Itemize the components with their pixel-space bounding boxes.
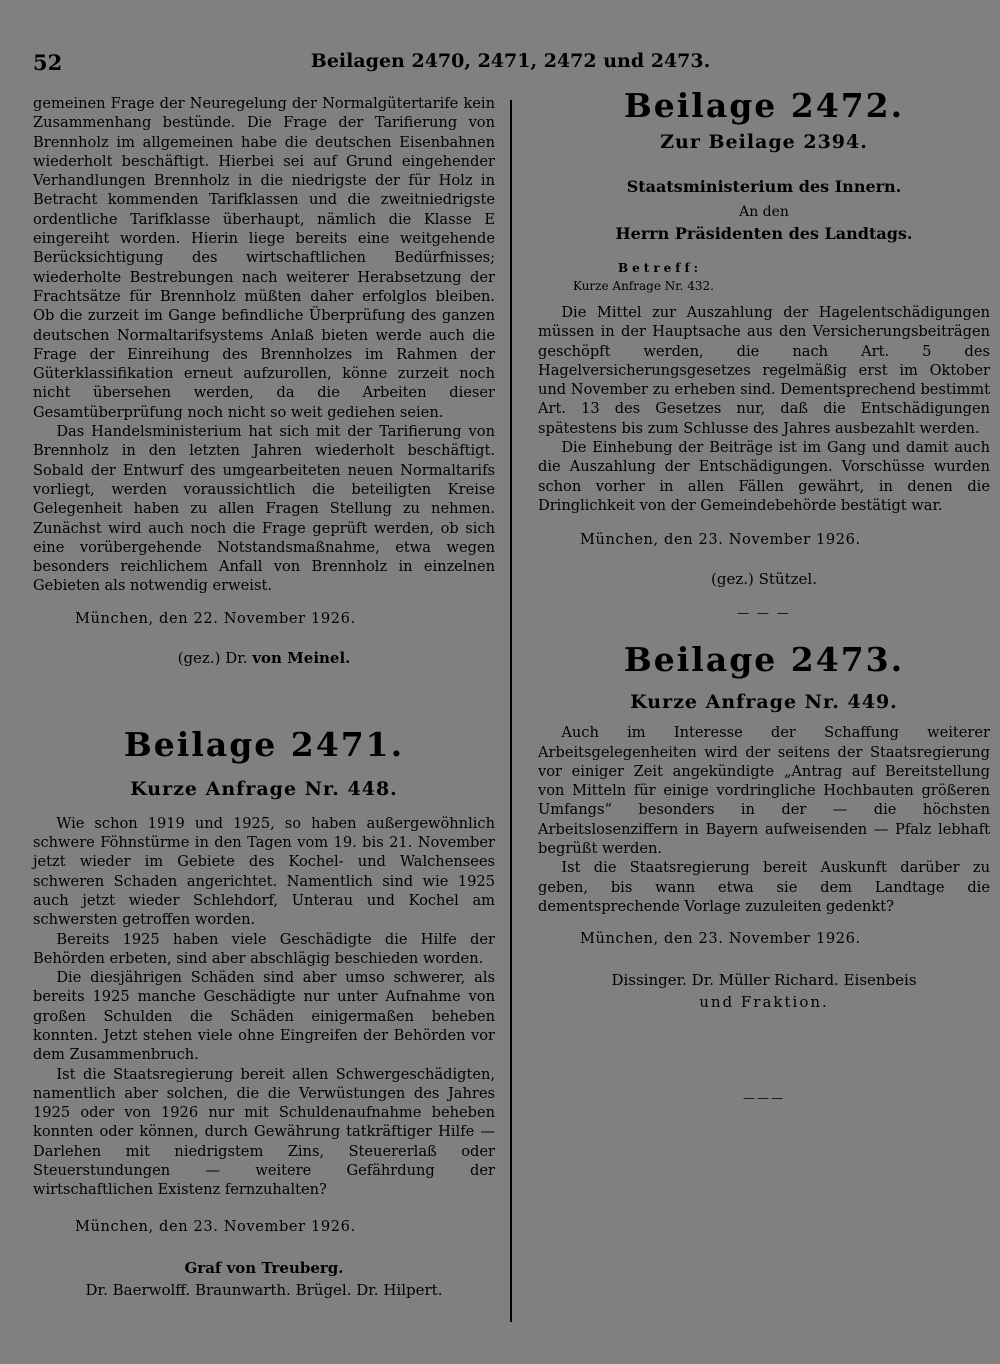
b2473-paragraph-2: Ist die Staatsregierung bereit Auskunft darüber zu geben, bis wann etwa sie dem Landtage die dementsprechende Vorlage zuzuleiten gedenkt? bbox=[538, 859, 990, 915]
right-column bbox=[538, 86, 990, 1105]
end-rule: ——— bbox=[743, 1091, 785, 1106]
b2472-paragraph-1: Die Mittel zur Auszahlung der Hagelentschädigungen müssen in der Hauptsache aus den Versicherungsbeiträgen geschöpft werden, die nach Art. 5 des Hagelversicherungsgesetzes regelmäßig erst im Oktober und November zu erheben sind. Dementsprechend bestimmt Art. 13 des Gesetzes nur, daß die Entschädigungen spätestens bis zum Schlusse des Jahres ausbezahlt werden. bbox=[538, 304, 990, 437]
place-date-2470: München, den 22. November 1926. bbox=[75, 609, 356, 627]
place-date-2472: München, den 23. November 1926. bbox=[580, 531, 861, 549]
b2471-paragraph-3: Die diesjährigen Schäden sind aber umso schwerer, als bereits 1925 manche Geschädigte nur unter Aufnahme von großen Schulden die Schäden einigermaßen beheben konnten. Jetzt stehen viele ohne Eingreifen der Behörden vor dem Zusammenbruch. bbox=[33, 969, 495, 1064]
signature-name: von Meinel. bbox=[252, 648, 351, 667]
b2472-paragraph-2: Die Einhebung der Beiträge ist im Gang und damit auch die Auszahlung der Entschädigungen. Vorschüsse wurden schon vorher in allen Fällen gewährt, in denen die Dringlichkeit von der Gemeindebehörde bestätigt war. bbox=[538, 439, 990, 514]
beilage-2472-subtitle: Zur Beilage 2394. bbox=[660, 131, 868, 153]
beilage-2471-title: Beilage 2471. bbox=[123, 724, 405, 764]
signature-2471-line2: Dr. Baerwolff. Braunwarth. Brügel. Dr. Hilpert. bbox=[85, 1280, 443, 1299]
signature-prefix: (gez.) Dr. bbox=[177, 648, 248, 667]
beilage-2473-subtitle: Kurze Anfrage Nr. 449. bbox=[630, 691, 898, 714]
b2471-paragraph-4: Ist die Staatsregierung bereit allen Schwergeschädigten, namentlich aber solchen, die die Verwüstungen des Jahres 1925 oder von 1926 nur mit Schuldenaufnahme beheben konnten oder können, durch Gewährung tatkräftiger Hilfe — Darlehen mit niedrigstem Zins, Steuererlaß oder Steuerstundungen — weitere Gefährdung der wirtschaftlichen Existenz fernzuhalten? bbox=[33, 1065, 495, 1199]
continuation-paragraph-1: gemeinen Frage der Neuregelung der Normalgütertarife kein Zusammenhang bestünde. Die Frage der Tarifierung von Brennholz im allgemeinen habe die deutschen Eisenbahnen wiederholt beschäftigt. Hierbei sei auf Grund eingehender Verhandlungen Brennholz in die niedrigste der für Holz in Betracht kommenden Tarifklassen und die zweitniedrigste ordentliche Tarifklasse überhaupt, nämlich die Klasse E eingereiht worden. Hierin liege bereits eine weitgehende Berücksichtigung des wirtschaftlichen Bedürfnisses; wiederholte Bestrebungen nach weiterer Herabsetzung der Frachtsätze für Brennholz müßten daher erfolglos bleiben. Ob die zurzeit im Gange befindliche Überprüfung des ganzen deutschen Normaltarifsystems Anlaß bieten werde auch die Frage der Einreihung des Brennholzes im Rahmen der Güterklassifikation erneut aufzurollen, könne zurzeit noch nicht übersehen werden, da die Arbeiten dieser Gesamtüberprüfung noch nicht so weit gediehen seien. bbox=[33, 95, 495, 421]
betreff-text: Kurze Anfrage Nr. 432. bbox=[573, 279, 714, 293]
b2471-paragraph-1: Wie schon 1919 und 1925, so haben außergewöhnlich schwere Föhnstürme in den Tagen vom 19. bis 21. November jetzt wieder im Gebiete des Kochel- und Walchensees schweren Schaden angerichtet. Namentlich sind wie 1925 auch jetzt wieder Schlehdorf, Unterau und Kochel am schwersten getroffen worden. bbox=[33, 814, 495, 929]
addressee: Herrn Präsidenten des Landtags. bbox=[615, 224, 913, 243]
continuation-paragraph-2: Das Handelsministerium hat sich mit der Tarifierung von Brennholz in den letzten Jahren wiederholt beschäftigt. Sobald der Entwurf des umgearbeiteten neuen Normaltarifs vorliegt, werden voraussichtlich die beteiligten Kreise Gelegenheit haben zu allen Fragen Stellung zu nehmen. Zunächst wird auch noch die Frage geprüft werden, ob sich eine vorübergehende Notstandsmaßnahme, etwa wegen besonders reichlichem Anfall von Brennholz in einzelnen Gebieten als notwendig erweist. bbox=[33, 423, 495, 595]
beilage-2472-title: Beilage 2472. bbox=[623, 86, 905, 125]
section-separator: — — — bbox=[737, 606, 791, 621]
b2471-paragraph-2: Bereits 1925 haben viele Geschädigte die Hilfe der Behörden erbeten, sind aber abschlägig beschieden worden. bbox=[33, 930, 495, 967]
signature-2473-line2: und Fraktion. bbox=[699, 993, 829, 1012]
signature-2470 bbox=[33, 649, 495, 667]
signature-2471-line1: Graf von Treuberg. bbox=[184, 1258, 344, 1277]
signature-2472: (gez.) Stützel. bbox=[711, 570, 817, 589]
place-date-2471: München, den 23. November 1926. bbox=[75, 1217, 356, 1235]
b2473-paragraph-1: Auch im Interesse der Schaffung weiterer Arbeitsgelegenheiten wird der seitens der Staatsregierung vor einiger Zeit angekündigte „Antrag auf Bereitstellung von Mitteln für einige vordringliche Hochbauten größeren Umfangs“ besonders in der — die höchsten Arbeitslosenziffern in Bayern aufweisenden — Pfalz lebhaft begrüßt werden. bbox=[538, 724, 990, 858]
signature-2473-line1: Dissinger. Dr. Müller Richard. Eisenbeis bbox=[611, 971, 917, 990]
column-divider bbox=[510, 100, 512, 1322]
page-number: 52 bbox=[33, 50, 63, 75]
beilage-2471-subtitle: Kurze Anfrage Nr. 448. bbox=[130, 777, 398, 800]
beilage-2473-title: Beilage 2473. bbox=[623, 640, 905, 680]
an-den: An den bbox=[739, 204, 789, 220]
running-title: Beilagen 2470, 2471, 2472 und 2473. bbox=[310, 50, 711, 72]
page-header bbox=[33, 50, 988, 80]
left-column bbox=[33, 94, 495, 1299]
ministry-name: Staatsministerium des Innern. bbox=[626, 177, 902, 196]
betreff-label: Betreff: bbox=[618, 261, 703, 275]
place-date-2473: München, den 23. November 1926. bbox=[580, 930, 861, 948]
